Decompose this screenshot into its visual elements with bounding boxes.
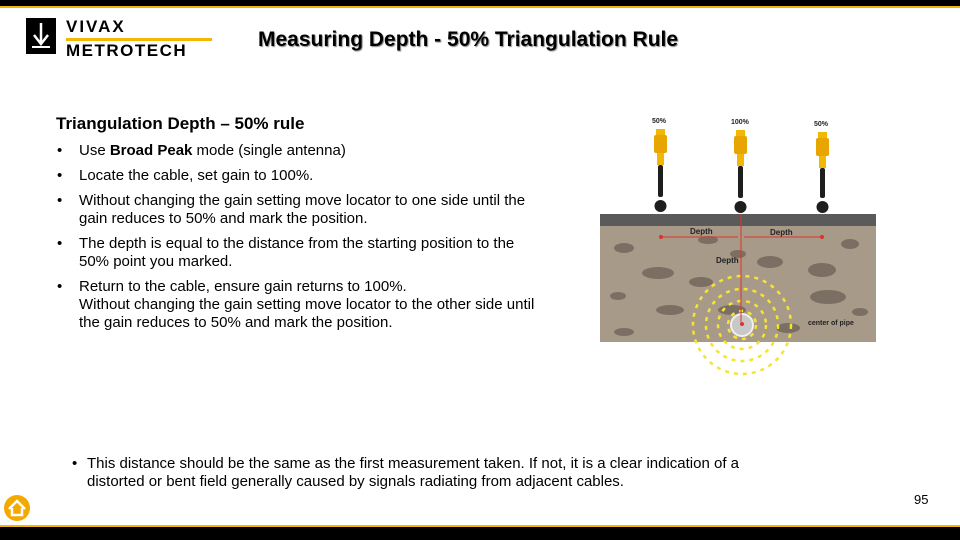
logo-text-metrotech: METROTECH [66, 41, 188, 60]
locator-left [652, 118, 667, 212]
bullet-item-mode [56, 142, 546, 160]
depth-right-label: Depth [770, 228, 793, 237]
footnote-bullet-dot: • [72, 455, 78, 472]
section-subtitle: Triangulation Depth – 50% rule [56, 114, 305, 133]
logo-text-vivax: VIVAX [66, 17, 126, 36]
pipe-center-dot [740, 322, 744, 326]
ground-surface [600, 214, 876, 226]
vivax-metrotech-logo [26, 18, 216, 60]
bullet-item-other-side [56, 278, 546, 332]
locator-right-label: 50% [814, 121, 829, 128]
bullet-list [56, 142, 546, 332]
bullet-mode-suffix: mode (single antenna) [192, 142, 346, 159]
bullet-item-locate: • Locate the cable, set gain to 100%. [56, 167, 546, 185]
locator-center-label: 100% [731, 119, 749, 126]
triangulation-diagram [598, 112, 882, 378]
depth-vertical-label: Depth [716, 256, 739, 265]
locator-right [814, 121, 829, 213]
slide-title: Measuring Depth - 50% Triangulation Rule [258, 28, 679, 51]
bullet-mode-prefix: Use [79, 142, 110, 159]
footnote-text: This distance should be the same as the first measurement taken. If not, it is a clear indication of a distorted or bent field generally caused by signals radiating from adjacent cables. [87, 455, 740, 490]
content-block [56, 114, 546, 339]
locator-center [731, 119, 750, 213]
bullet-other-side-line: Without changing the gain setting move locator to the other side until the gain reduces to 50% and mark the position. [79, 296, 535, 331]
mark-right [820, 235, 824, 239]
home-icon[interactable] [2, 494, 32, 522]
locator-left-label: 50% [652, 118, 667, 125]
logo-mark-icon [26, 18, 56, 54]
depth-left-label: Depth [690, 227, 713, 236]
bullet-return-line: Return to the cable, ensure gain returns to 100%. [79, 278, 407, 295]
top-bar [0, 0, 960, 6]
bullet-item-move-first-side: • Without changing the gain setting move locator to one side until the gain reduces to 50% and mark the position. [56, 192, 546, 228]
bullet-item-depth-equal: • The depth is equal to the distance from the starting position to the 50% point you marked. [56, 235, 546, 271]
mark-left [659, 235, 663, 239]
bottom-bar [0, 527, 960, 540]
pipe-center-label: center of pipe [808, 320, 854, 327]
footnote-bullet [70, 455, 790, 491]
page-number: 95 [914, 492, 929, 507]
bullet-mode-bold: Broad Peak [109, 142, 193, 159]
